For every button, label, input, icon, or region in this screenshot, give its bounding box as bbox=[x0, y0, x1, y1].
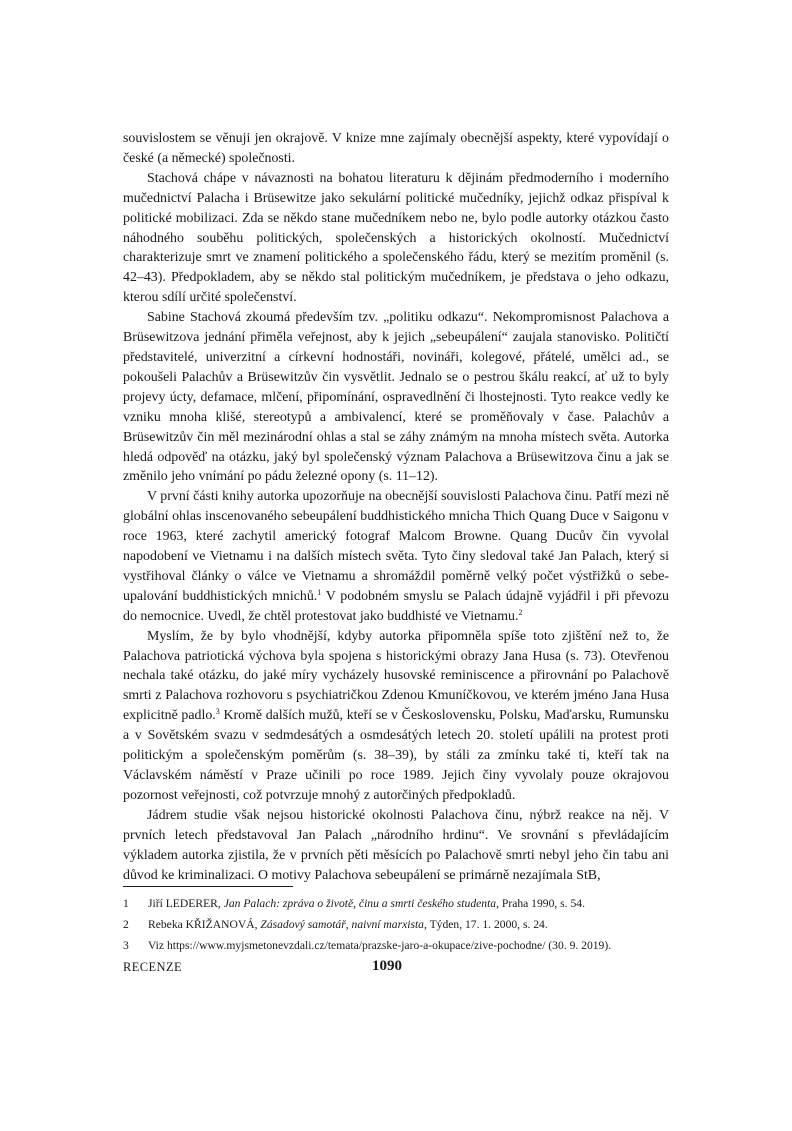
paragraph: souvislostem se věnuji jen okrajově. V knize mne zajímaly obecnější aspekty, které vypovídají o české (a německé) společnosti. bbox=[123, 131, 669, 166]
footnote bbox=[123, 893, 683, 914]
paragraph: Myslím, že by bylo vhodnější, kdyby autorka připomněla spíše toto zjištění než to, že Palachova patriotická výchova byla spojena s historickými obrazy Jana Husa (s. 73). Otevřenou nechala také otázku, do jaké míry vycházely husovské reminiscence a přirovnání po Palachově smrti z Palachova rozhovoru s psychiatričkou Zdenou Kmuníčkovou, ve kterém jméno Jana Husa explicitně padlo.$^3$ Kromě dalších mužů, kteří se v Československu, Polsku, Maďarsku, Rumunsku a v Sovětském svazu v sedmdesátých a osmdesátých letech 20. století upálili na protest proti politickým a společenským poměrům (s. 38–39), by stáli za zmínku také ti, kteří tak na Václavském náměstí v Praze učinili po roce 1989. Jejich činy vyvolaly pouze okrajovou pozornost veřejnosti, což potvrzuje mnohý z autorčiných předpokladů. bbox=[123, 628, 669, 803]
footnote-divider bbox=[123, 886, 293, 887]
paragraph: Jádrem studie však nejsou historické okolnosti Palachova činu, nýbrž reakce na něj. V prvních letech představoval Jan Palach „národního hrdinu“. Ve srovnání s převládajícím výkladem autorka zjistila, že v prvních pěti měsících po Palachově smrti nebyl jeho čin tabu ani důvod ke kriminalizaci. O motivy Palachova sebeupálení se primárně nezajímala StB, bbox=[123, 807, 669, 883]
footnote-number: 2 bbox=[123, 918, 129, 931]
footnote-number: 1 bbox=[123, 897, 129, 910]
footnote bbox=[123, 914, 683, 935]
footnote-ref[interactable]: 2 bbox=[518, 607, 523, 617]
footnote-text: Jiří LEDERER, Jan Palach: zpráva o životě, činu a smrti českého studenta, Praha 1990, s. 54. bbox=[148, 897, 585, 910]
footnote-ref[interactable]: 3 bbox=[215, 707, 220, 717]
footnote bbox=[123, 935, 683, 956]
footnote-text: Viz https://www.myjsmetonevzdali.cz/temata/prazske-jaro-a-okupace/zive-pochodne/ (30. 9. 2019). bbox=[148, 939, 612, 952]
footnote-number: 3 bbox=[123, 939, 129, 952]
body-text bbox=[123, 129, 669, 885]
paragraph: V první části knihy autorka upozorňuje na obecnější souvislosti Palachova činu. Patří mezi ně globální ohlas inscenovaného sebeupálení buddhistického mnicha Thich Quang Duce v Saigonu v roce 1963, které zachytil americký fotograf Malcom Browne. Quang Ducův čin vyvolal napodobení ve Vietnamu i na dalších místech světa. Tyto činy sledoval také Jan Palach, který si vystřihoval články o válce ve Vietnamu a shromáždil poměrně velký počet výstřižků o sebe-upalování buddhistických mnichů.$^1$ V podobném smyslu se Palach údajně vyjádřil i při převozu do nemocnice. Uvedl, že chtěl protestovat jako buddhisté ve Vietnamu.$^2$ bbox=[123, 489, 669, 624]
footnote-ref[interactable]: 1 bbox=[317, 587, 322, 597]
footnotes bbox=[123, 893, 683, 956]
page-number: 1090 bbox=[372, 958, 402, 974]
paragraph: Stachová chápe v návaznosti na bohatou literaturu k dějinám předmoderního i moderního mučednictví Palacha i Brüsewitze jako sekulární politické mučedníky, jejichž odkaz přispíval k politické mobilizaci. Zda se někdo stane mučedníkem nebo ne, bylo podle autorky otázkou často náhodného souběhu politických, společenských a historických okolností. Mučednictví charakterizuje smrt ve znamení politického a společenského řádu, který se mezitím proměnil (s. 42–43). Předpokladem, aby se někdo stal politickým mučedníkem, je představa o jeho odkazu, kterou sdílí určité společenství. bbox=[123, 170, 669, 306]
running-head: RECENZE bbox=[123, 960, 183, 974]
paragraph: Sabine Stachová zkoumá především tzv. „politiku odkazu“. Nekompromisnost Palachova a Brüsewitzova jednání přiměla veřejnost, aby k jejich „sebeupálení“ zaujala stanovisko. Političtí představitelé, univerzitní a církevní hodnostáři, novináři, kolegové, přátelé, umělci ad., se pokoušeli Palachův a Brüsewitzův čin vysvětlit. Jednalo se o pestrou škálu reakcí, ať už to byly projevy úcty, defamace, mlčení, připomínání, ospravedlnění či lhostejnosti. Tyto reakce vedly ke vzniku mnoha klišé, stereotypů a ambivalencí, které se proměňovaly v čase. Palachův a Brüsewitzův čin měl mezinárodní ohlas a stal se záhy známým na mnoha místech světa. Autorka hledá odpověď na otázku, jaký byl společenský význam Palachova a Brüsewitzova činu a jak se změnilo jeho vnímání po pádu železné opony (s. 11–12). bbox=[123, 310, 669, 485]
footnote-text: Rebeka KŘIŽANOVÁ, Zásadový samotář, naivní marxista, Týden, 17. 1. 2000, s. 24. bbox=[148, 918, 548, 931]
